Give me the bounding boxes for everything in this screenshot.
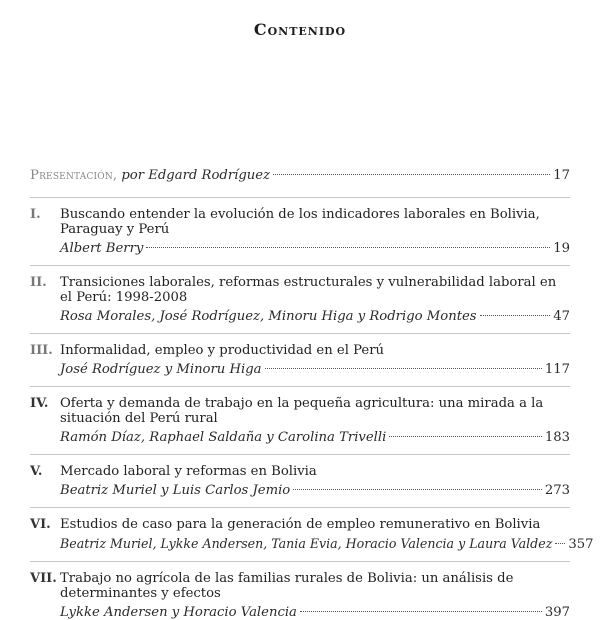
- toc-entry-presentacion[interactable]: [30, 168, 570, 188]
- divider: [30, 561, 570, 562]
- page-number: 19: [553, 241, 570, 256]
- page-number: 47: [553, 309, 570, 324]
- toc-entry-chapter-2[interactable]: [30, 275, 570, 324]
- page-number: 273: [544, 483, 570, 498]
- divider: [30, 507, 570, 508]
- toc-entry-chapter-5[interactable]: [30, 464, 570, 498]
- chapter-numeral: VI.: [30, 517, 51, 532]
- divider: [30, 265, 570, 266]
- page-title: Contenido: [253, 20, 347, 39]
- chapter-title: Estudios de caso para la generación de empleo remunerativo en Bolivia: [60, 517, 541, 532]
- chapter-title: Buscando entender la evolución de los indicadores laborales en Bolivia, Paraguay y Perú: [60, 207, 540, 237]
- chapter-numeral: V.: [30, 464, 43, 479]
- toc-entry-chapter-4[interactable]: [30, 396, 570, 445]
- chapter-authors: Rosa Morales, José Rodríguez, Minoru Higa y Rodrigo Montes: [60, 309, 477, 324]
- dot-leader: [273, 174, 550, 175]
- page-number: 397: [544, 605, 570, 620]
- presentacion-author: por Edgard Rodríguez: [121, 168, 271, 183]
- toc-entry-chapter-1[interactable]: [30, 207, 570, 256]
- chapter-numeral: VII.: [30, 571, 57, 586]
- dot-leader: [146, 247, 550, 248]
- presentacion-label: Presentación,: [30, 168, 118, 183]
- divider: [30, 386, 570, 387]
- chapter-numeral: II.: [30, 275, 47, 290]
- toc-entry-chapter-3[interactable]: [30, 343, 570, 377]
- page-number: 17: [553, 168, 570, 183]
- chapter-title: Mercado laboral y reformas en Bolivia: [60, 464, 317, 479]
- dot-leader: [293, 489, 542, 490]
- chapter-numeral: III.: [30, 343, 53, 358]
- dot-leader: [389, 436, 542, 437]
- chapter-title: Informalidad, empleo y productividad en el Perú: [60, 343, 385, 358]
- chapter-authors: José Rodríguez y Minoru Higa: [60, 362, 262, 377]
- chapter-title: Oferta y demanda de trabajo en la pequeña agricultura: una mirada a la situación del Perú rural: [60, 396, 544, 426]
- page-number: 183: [544, 430, 570, 445]
- dot-leader: [300, 611, 542, 612]
- chapter-authors: Beatriz Muriel y Luis Carlos Jemio: [60, 483, 291, 498]
- chapter-authors: Albert Berry: [60, 241, 144, 256]
- chapter-title: Trabajo no agrícola de las familias rurales de Bolivia: un análisis de determinantes y efectos: [60, 571, 514, 601]
- toc-entry-chapter-6[interactable]: [30, 517, 594, 552]
- chapter-numeral: I.: [30, 207, 41, 222]
- chapter-title: Transiciones laborales, reformas estructurales y vulnerabilidad laboral en el Perú: 1998-2008: [60, 275, 557, 305]
- divider: [30, 197, 570, 198]
- page-number: 117: [544, 362, 570, 377]
- divider: [30, 333, 570, 334]
- table-of-contents: [30, 168, 594, 620]
- chapter-authors: Lykke Andersen y Horacio Valencia: [60, 605, 297, 620]
- page-number: 357: [568, 537, 594, 552]
- dot-leader: [265, 368, 542, 369]
- dot-leader: [555, 543, 565, 544]
- chapter-authors: Ramón Díaz, Raphael Saldaña y Carolina Trivelli: [60, 430, 387, 445]
- divider: [30, 454, 570, 455]
- toc-entry-chapter-7[interactable]: [30, 571, 570, 620]
- chapter-numeral: IV.: [30, 396, 49, 411]
- chapter-authors: Beatriz Muriel, Lykke Andersen, Tania Evia, Horacio Valencia y Laura Valdez: [60, 536, 553, 551]
- dot-leader: [480, 315, 551, 316]
